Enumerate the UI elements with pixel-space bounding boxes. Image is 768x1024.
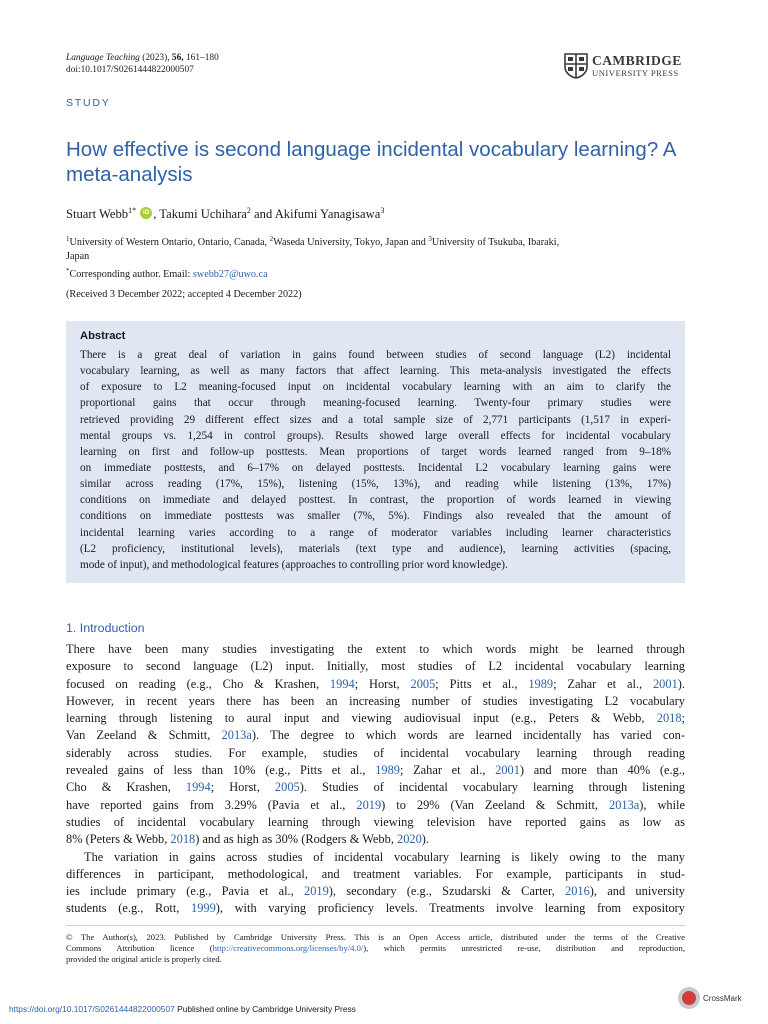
body-line bbox=[66, 710, 685, 727]
citation-link[interactable]: 2005 bbox=[274, 780, 300, 795]
body-line: exposure to second language (L2) input. Initially, most studies of L2 incidental vocabulary learning bbox=[66, 659, 685, 674]
affiliation-line: Japan bbox=[66, 251, 90, 262]
license-link[interactable]: http://creativecommons.org/licenses/by/4.0/ bbox=[212, 942, 364, 953]
body-line bbox=[66, 883, 685, 900]
citation-link[interactable]: 2001 bbox=[652, 676, 678, 691]
body-line bbox=[66, 900, 685, 917]
text-run: ), while bbox=[639, 797, 685, 812]
body-line: The variation in gains across studies of incidental vocabulary learning is likely owing to the many bbox=[84, 849, 685, 864]
crossmark-label: CrossMark bbox=[703, 994, 742, 1003]
citation-link[interactable]: 2018 bbox=[656, 711, 682, 726]
affiliation-mark: 3 bbox=[428, 235, 432, 243]
affiliations bbox=[66, 232, 686, 282]
journal-pages: 161–180 bbox=[185, 53, 219, 63]
body-line: siderably across studies. For example, studies of incidental vocabulary learning through reading bbox=[66, 745, 685, 760]
abstract-line: conditions on immediate posttests was smaller (7%, 5%). Findings also revealed that the amount of bbox=[80, 510, 671, 523]
abstract-line: incidental learning varies according to a range of moderator variables including learner characteristics bbox=[80, 526, 671, 539]
text-run: learning through listening to aural input and viewing audiovisual input (e.g., Peters & Webb, bbox=[66, 711, 657, 726]
abstract-line: conditions on immediate and delayed posttest. In contrast, the proportion of words learned in viewing bbox=[80, 494, 671, 507]
text-run: ), secondary (e.g., Szudarski & Carter, bbox=[328, 884, 566, 899]
orcid-icon[interactable] bbox=[140, 207, 152, 219]
author-list bbox=[66, 206, 384, 222]
text-run: ies include primary (e.g., Pavia et al., bbox=[66, 884, 305, 899]
article-type-label: STUDY bbox=[66, 97, 111, 109]
text-run: students (e.g., Rott, bbox=[66, 901, 191, 916]
author-name[interactable]: , Takumi Uchihara bbox=[153, 207, 247, 221]
text-run: ; bbox=[681, 711, 685, 726]
body-line: differences in participant, methodological, and treatment variables. For example, participants in stud- bbox=[66, 866, 685, 881]
text-run: ; Zahar et al., bbox=[553, 676, 653, 691]
text-run: 8% (Peters & Webb, bbox=[66, 832, 171, 847]
corresponding-label: Corresponding author. Email: bbox=[69, 269, 193, 280]
body-line bbox=[66, 797, 685, 814]
affiliation-text: University of Western Ontario, Ontario, Canada, bbox=[69, 237, 270, 248]
introduction-body bbox=[66, 641, 685, 918]
license-line bbox=[66, 943, 685, 954]
abstract-line: vocabulary learning, as well as many factors that affect learning. This meta-analysis investigated the effects bbox=[80, 365, 671, 378]
publisher-logo bbox=[564, 53, 686, 79]
affiliation-text: Waseda University, Tokyo, Japan and bbox=[273, 237, 429, 248]
affiliation-mark: 1 bbox=[66, 235, 70, 243]
body-line: studies of incidental vocabulary learning through viewing television have reported gains as low as bbox=[66, 814, 685, 829]
text-run: ) to 29% (Van Zeeland & Schmitt, bbox=[381, 797, 609, 812]
citation-link[interactable]: 1999 bbox=[191, 901, 216, 916]
citation-link[interactable]: 2001 bbox=[495, 763, 520, 778]
text-run: ). bbox=[677, 676, 685, 691]
citation-link[interactable]: 2013a bbox=[221, 728, 252, 743]
text-run: ; Zahar et al., bbox=[399, 763, 496, 778]
crossmark-inner-icon bbox=[682, 991, 696, 1005]
orcid-label: iD bbox=[142, 209, 150, 216]
text-run: ), and university bbox=[589, 884, 685, 899]
abstract-line: mode of input), and methodological features (approaches to controlling prior word knowledge). bbox=[80, 558, 508, 571]
journal-citation-line bbox=[66, 52, 219, 64]
published-note: Published online by Cambridge University Press bbox=[174, 1004, 356, 1014]
text-run: have reported gains from 3.29% (Pavia et al., bbox=[66, 797, 357, 812]
journal-citation bbox=[66, 52, 219, 76]
corresponding-mark: * bbox=[66, 267, 70, 275]
crossmark-icon bbox=[678, 987, 700, 1009]
abstract-heading: Abstract bbox=[80, 330, 126, 342]
body-line bbox=[66, 727, 685, 744]
abstract-text bbox=[80, 347, 671, 573]
affiliation-mark: 2 bbox=[269, 235, 274, 243]
abstract-line: on immediate posttests, and 6–17% on delayed posttests. Incidental L2 vocabulary learning gains were bbox=[80, 461, 671, 474]
text-run: ). The degree to which words are learned incidentally has varied con- bbox=[251, 728, 685, 743]
publisher-subname: UNIVERSITY PRESS bbox=[592, 68, 679, 78]
abstract-line: of exposure to L2 meaning-focused input on incidental vocabulary learning with an aim to clarify the bbox=[80, 381, 671, 394]
journal-volume: 56, bbox=[171, 53, 184, 63]
doi-link[interactable]: https://doi.org/10.1017/S0261444822000507 bbox=[9, 1004, 175, 1014]
text-run: ; Pitts et al., bbox=[435, 676, 529, 691]
abstract-line: retrieved providing 29 different effect sizes and a total sample size of 2,771 participants (1,517 in experi- bbox=[80, 413, 671, 426]
text-run: revealed gains of less than 10% (e.g., Pitts et al., bbox=[66, 763, 376, 778]
citation-link[interactable]: 2016 bbox=[565, 884, 590, 899]
body-line bbox=[66, 762, 685, 779]
footnote-divider bbox=[66, 925, 685, 926]
journal-year: (2023), bbox=[142, 53, 170, 63]
citation-link[interactable]: 1994 bbox=[329, 676, 355, 691]
text-run: focused on reading (e.g., Cho & Krashen, bbox=[66, 676, 330, 691]
body-line bbox=[66, 676, 685, 693]
body-line: However, in recent years there has been an increasing number of studies investigating L2 vocabulary bbox=[66, 693, 685, 708]
text-run: Van Zeeland & Schmitt, bbox=[66, 728, 222, 743]
affiliation-line bbox=[66, 232, 686, 250]
article-doi: doi:10.1017/S0261444822000507 bbox=[66, 65, 194, 75]
citation-link[interactable]: 2013a bbox=[609, 797, 640, 812]
abstract-line: proportional gains that occur through meaning-focused learning. Twenty-four primary studies were bbox=[80, 397, 671, 410]
crossmark-badge[interactable] bbox=[678, 987, 742, 1011]
publisher-name: CAMBRIDGE bbox=[592, 53, 682, 68]
license-line: provided the original article is properly cited. bbox=[66, 953, 222, 964]
author-name[interactable]: and Akifumi Yanagisawa bbox=[250, 207, 381, 221]
article-title: How effective is second language incidental vocabulary learning? A meta-analysis bbox=[66, 138, 676, 186]
corresponding-author bbox=[66, 264, 686, 282]
license-notice bbox=[66, 932, 685, 964]
citation-link[interactable]: 2005 bbox=[410, 676, 436, 691]
text-run: ) and as high as 30% (Rodgers & Webb, bbox=[195, 832, 398, 847]
text-run: ), which permits unrestricted re-use, distribution and reproduction, bbox=[363, 942, 685, 953]
citation-link[interactable]: 2019 bbox=[304, 884, 329, 899]
abstract-line: mental groups vs. 1,254 in control groups). Results showed large overall effects for incidental vocabulary bbox=[80, 429, 671, 442]
journal-title: Language Teaching bbox=[66, 53, 140, 63]
author-superscript: 1* bbox=[128, 206, 137, 215]
text-run: Cho & Krashen, bbox=[66, 780, 186, 795]
body-line: There have been many studies investigating the extent to which words might be learned through bbox=[66, 642, 685, 656]
text-run: ). Studies of incidental vocabulary learning through listening bbox=[299, 780, 685, 795]
page-footer bbox=[9, 1004, 356, 1014]
abstract-line: (L2 proficiency, institutional levels), materials (text type and audience), learning activities (spacing, bbox=[80, 542, 671, 555]
citation-link[interactable]: 1989 bbox=[528, 676, 554, 691]
author-superscript: 2 bbox=[246, 206, 251, 215]
email-link[interactable]: swebb27@uwo.ca bbox=[192, 269, 268, 280]
crest-icon bbox=[564, 53, 588, 79]
author-name[interactable]: Stuart Webb bbox=[66, 207, 129, 221]
license-line: © The Author(s), 2023. Published by Cambridge University Press. This is an Open Access article, distributed under the terms of the Creative bbox=[66, 932, 685, 942]
body-line bbox=[66, 779, 685, 796]
citation-link[interactable]: 1994 bbox=[185, 780, 211, 795]
text-run: ), with varying proficiency levels. Treatments involve learning from expository bbox=[215, 901, 685, 916]
received-dates: (Received 3 December 2022; accepted 4 December 2022) bbox=[66, 289, 302, 300]
text-run: ; Horst, bbox=[210, 780, 275, 795]
citation-link[interactable]: 1989 bbox=[375, 763, 400, 778]
affiliation-text: University of Tsukuba, Ibaraki, bbox=[431, 237, 560, 248]
abstract-line: similar across reading (17%, 15%), listening (15%, 13%), and reading while listening (13%, 17%) bbox=[80, 478, 671, 491]
text-run: Commons Attribution licence ( bbox=[66, 942, 213, 953]
abstract-line: There is a great deal of variation in gains found between studies of second language (L2) incidental bbox=[80, 349, 671, 361]
text-run: ). bbox=[421, 832, 430, 847]
citation-link[interactable]: 2020 bbox=[397, 832, 422, 847]
abstract-line: learning on first and follow-up posttests. Mean proportions of target words learned ranged from 9–18% bbox=[80, 445, 671, 458]
author-superscript: 3 bbox=[380, 206, 385, 215]
citation-link[interactable]: 2019 bbox=[356, 797, 382, 812]
section-heading-introduction: 1. Introduction bbox=[66, 621, 145, 635]
citation-link[interactable]: 2018 bbox=[170, 832, 196, 847]
body-line bbox=[66, 831, 685, 848]
text-run: ; Horst, bbox=[354, 676, 411, 691]
text-run: ) and more than 40% (e.g., bbox=[519, 763, 685, 778]
